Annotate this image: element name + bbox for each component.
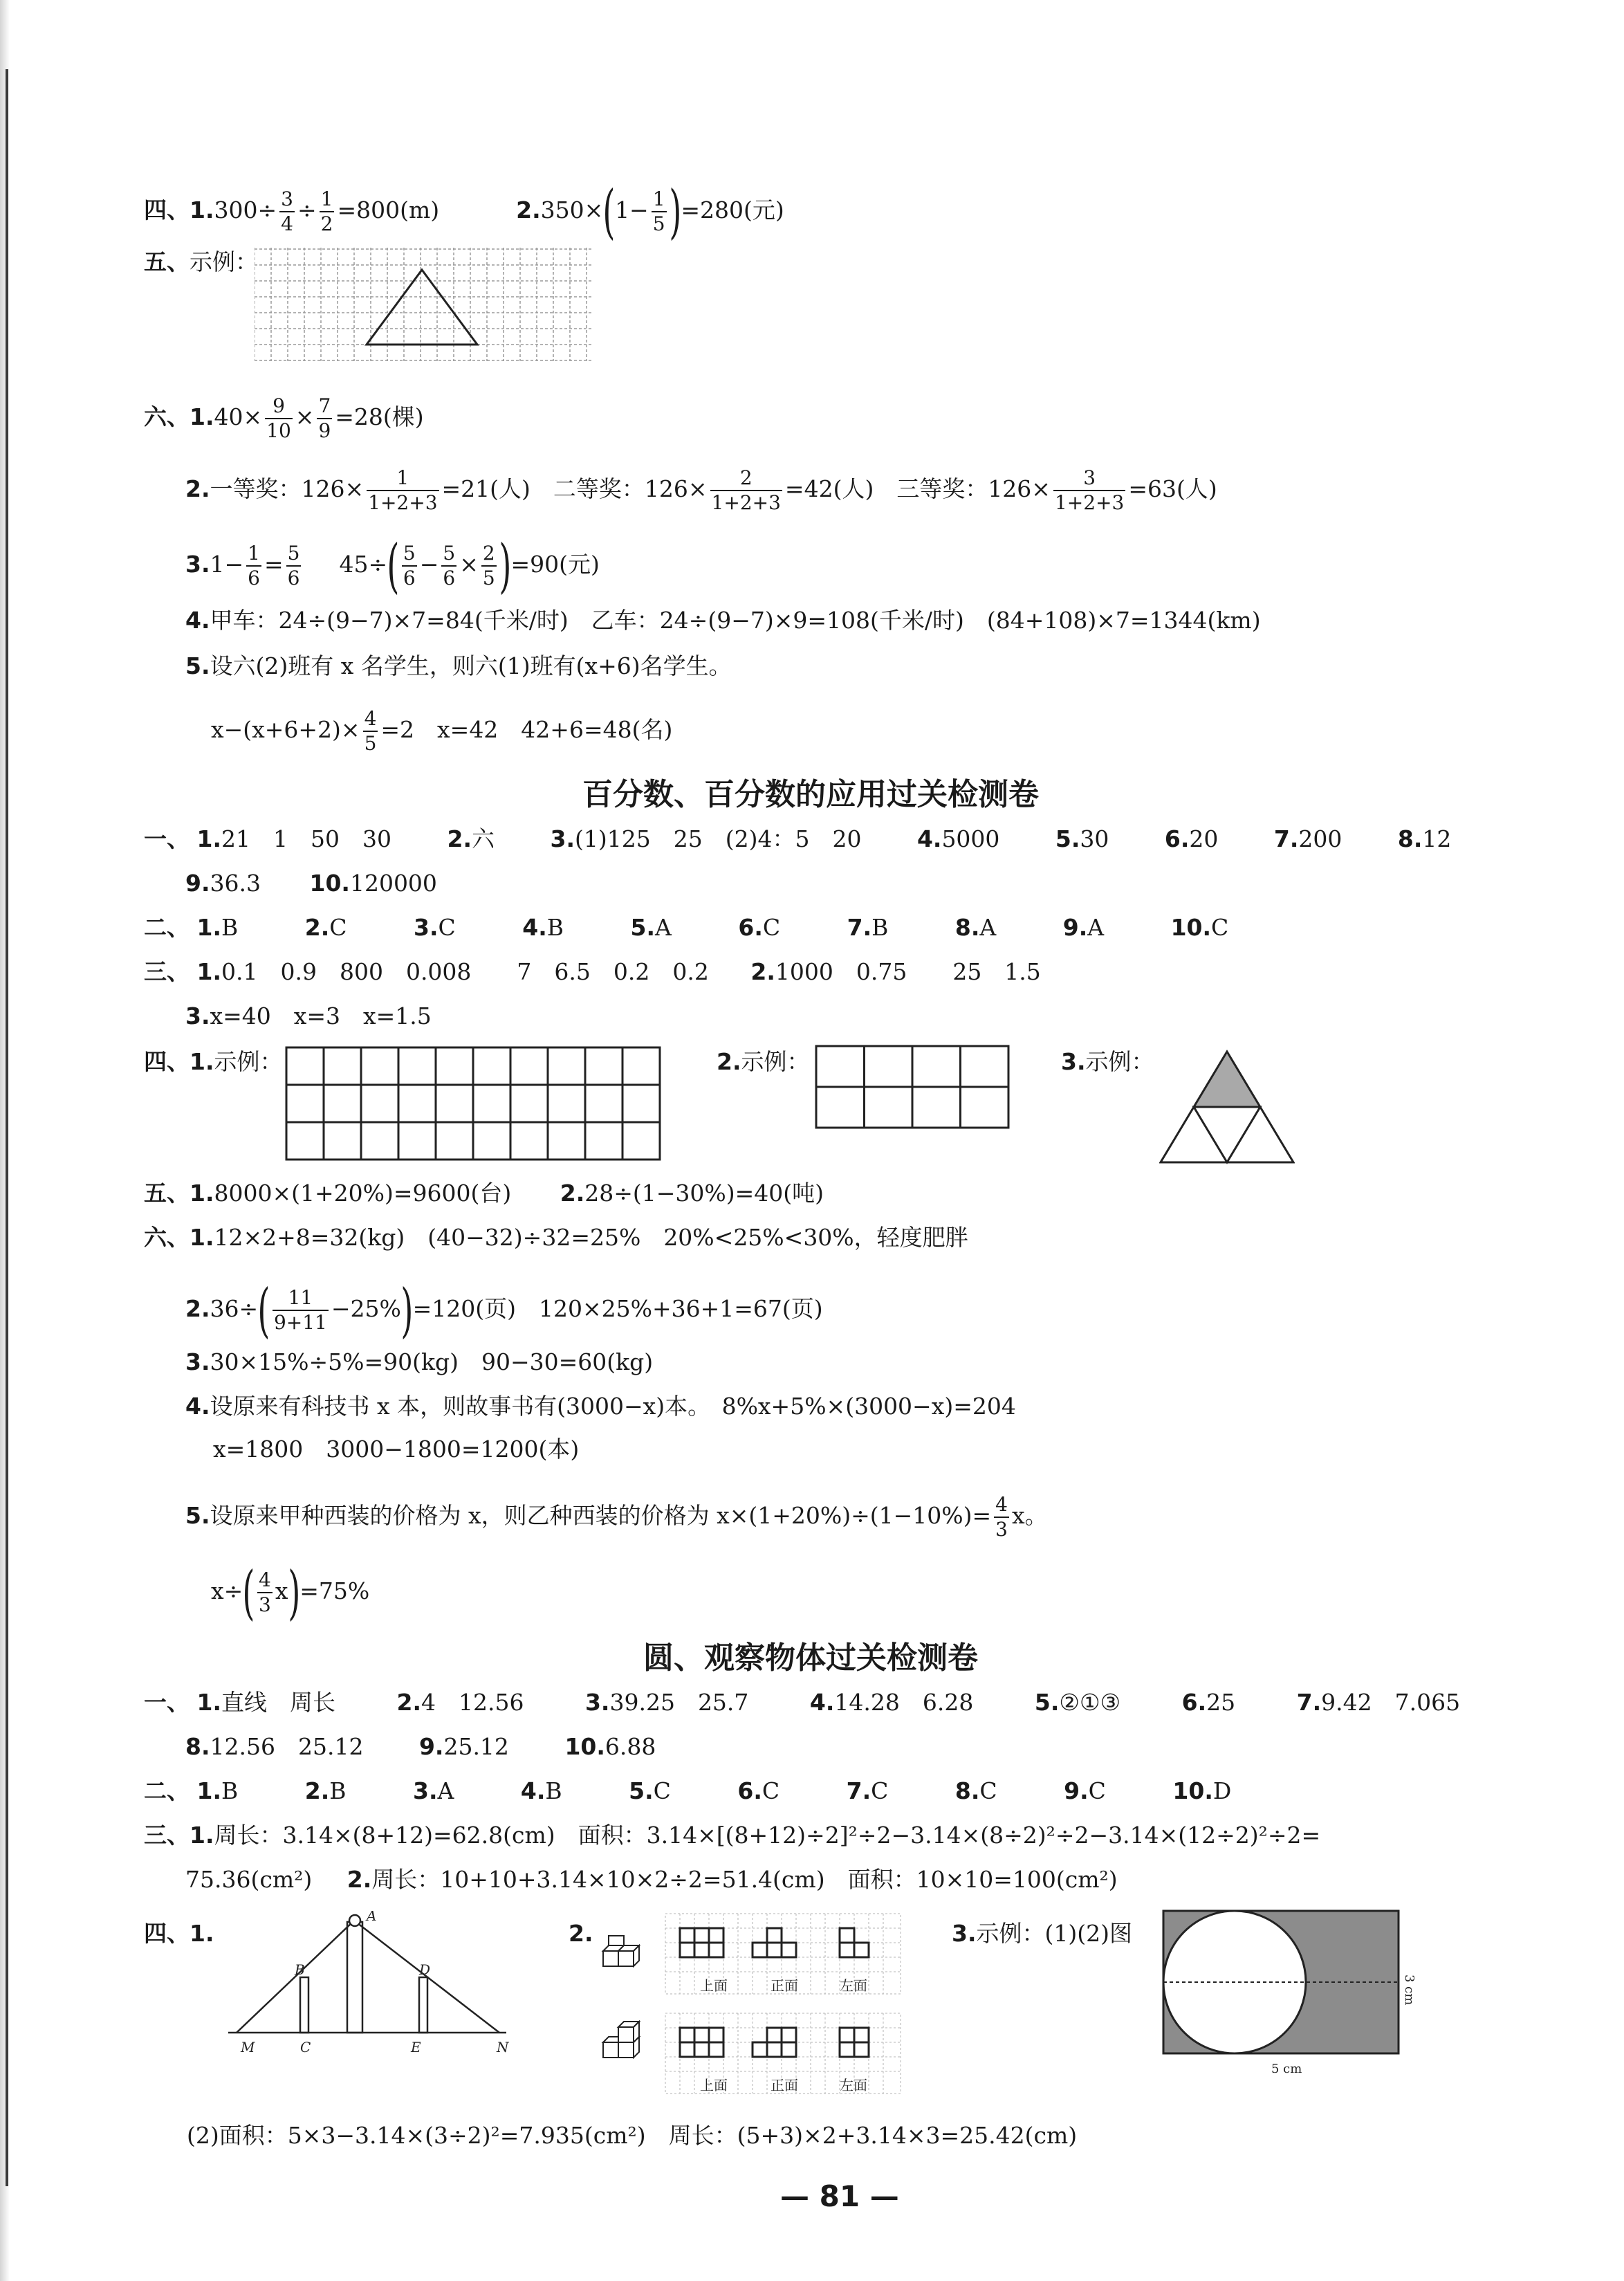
answer-line-sec1-10: 3.30×15%÷5%=90(kg) 90−30=60(kg) (185, 1348, 654, 1375)
answer-line-s6-q1: 六、1.40× $\frac{9}{10}$ × $\frac{7}{9}$ =28(棵) (144, 394, 424, 442)
answer-line-s6-q3: 3.1− $\frac{1}{6}$ = $\frac{5}{6}$ 45÷( $\frac{5}{6}$ − $\frac{5}{6}$ × $\frac{2}{5}$ )=90(元) (185, 532, 600, 600)
answer-line-s4: 四、1.300÷ $\frac{3}{4}$ ÷ $\frac{1}{2}$ =800(m) 2.350×(1− $\frac{1}{5}$ )=280(元) (144, 178, 784, 246)
triangle-figure-shaded (1159, 1049, 1295, 1165)
section-title-circle: 圆、观察物体过关检测卷 (643, 1640, 978, 1676)
answer-line-sec1-8: 六、1.12×2+8=32(kg) (40−32)÷32=25% 20%<25%<30%，轻度肥胖 (144, 1224, 968, 1251)
answer-line-sec2-2: 8.12.56 25.12 9.25.12 10.6.88 (185, 1733, 656, 1760)
shadow-geometry-figure (223, 1911, 513, 2063)
answer-line-sec2-4: 三、1.周长：3.14×(8+12)=62.8(cm) 面积：3.14×[(8+12)÷2]²÷2−3.14×(8÷2)²÷2−3.14×(12÷2)²÷2= (144, 1822, 1321, 1849)
answer-line-sec2-6-q2: 2. (569, 1920, 593, 1947)
grid-triangle-figure (255, 248, 595, 363)
answer-line-s6-q2: 2.一等奖：126× $\frac{1}{1+2+3}$ =21(人) 二等奖：126× $\frac{2}{1+2+3}$ =42(人) 三等奖：126× $\frac{3}{1+2+3}$ =63(人) (185, 466, 1217, 514)
view-label-top-2: 上面 (700, 2077, 728, 2094)
answer-line-sec2-5: 75.36(cm²) 2.周长：10+10+3.14×10×2÷2=51.4(cm) 面积：10×10=100(cm²) (185, 1866, 1118, 1893)
point-label-D: D (419, 1961, 431, 1978)
point-label-B: B (295, 1961, 305, 1978)
rectangle-circle-figure (1162, 1908, 1425, 2082)
point-label-N: N (497, 2039, 509, 2055)
answer-line-sec1-1: 一、 1.21 1 50 30 2.六 3.(1)125 25 (2)4：5 20 4.5000 5.30 6.20 7.200 8.12 (144, 825, 1452, 852)
answer-line-sec1-12: x=1800 3000−1800=1200(本) (213, 1436, 580, 1463)
answer-line-sec1-14: x÷( $\frac{4}{3}$ x)=75% (211, 1559, 370, 1627)
point-label-A: A (367, 1911, 377, 1924)
answer-line-s5: 五、示例： (144, 248, 258, 275)
view-label-left: 左面 (840, 1977, 867, 1994)
answer-line-sec1-9: 2.36÷( $\frac{11}{9+11}$ −25%)=120(页) 120×25%+36+1=67(页) (185, 1276, 823, 1344)
answer-line-s6-q5-equation: x−(x+6+2)× $\frac{4}{5}$ =2 x=42 42+6=48(名) (211, 707, 673, 755)
section-title-percent: 百分数、百分数的应用过关检测卷 (582, 777, 1039, 812)
point-label-M: M (241, 2039, 255, 2055)
answer-line-sec1-3: 二、 1.B 2.C 3.C 4.B 5.A 6.C 7.B 8.A 9.A 10.C (144, 914, 1229, 941)
answer-line-sec1-6-q2: 2.示例： (717, 1048, 810, 1075)
answer-line-sec2-1: 一、 1.直线 周长 2.4 12.56 3.39.25 25.7 4.14.28 6.28 5.②①③ 6.25 7.9.42 7.065 (144, 1689, 1461, 1716)
answer-line-sec1-6-q3: 3.示例： (1061, 1048, 1154, 1075)
answer-line-s6-q5: 5.设六(2)班有 x 名学生，则六(1)班有(x+6)名学生。 (185, 652, 732, 679)
answer-line-sec1-4: 三、 1.0.1 0.9 800 0.008 7 6.5 0.2 0.2 2.1000 0.75 25 1.5 (144, 958, 1041, 985)
dimension-height-label: 3 cm (1402, 1975, 1417, 2006)
answer-line-sec1-11: 4.设原来有科技书 x 本，则故事书有(3000−x)本。 8%x+5%×(3000−x)=204 (185, 1393, 1016, 1420)
dimension-width-label: 5 cm (1271, 2062, 1302, 2076)
view-label-front-2: 正面 (771, 2077, 798, 2094)
view-label-top: 上面 (700, 1977, 728, 1994)
answer-line-sec2-3: 二、 1.B 2.B 3.A 4.B 5.C 6.C 7.C 8.C 9.C 10.D (144, 1777, 1232, 1804)
cube-views-figure (596, 1909, 905, 2105)
answer-line-sec1-2: 9.36.3 10.120000 (185, 870, 437, 897)
answer-line-sec2-7: (2)面积：5×3−3.14×(3÷2)²=7.935(cm²) 周长：(5+3)×2+3.14×3=25.42(cm) (187, 2122, 1078, 2149)
view-label-front: 正面 (771, 1977, 798, 1994)
answer-line-sec2-6-q3: 3.示例：(1)(2)图 (952, 1920, 1132, 1947)
point-label-E: E (411, 2039, 421, 2055)
page-number: — 81 — (780, 2179, 899, 2213)
answer-line-sec1-7: 五、1.8000×(1+20%)=9600(台) 2.28÷(1−30%)=40(吨) (144, 1180, 824, 1207)
point-label-C: C (300, 2039, 311, 2055)
answer-line-sec1-5: 3.x=40 x=3 x=1.5 (185, 1002, 432, 1029)
answer-line-sec1-13: 5.设原来甲种西装的价格为 x，则乙种西装的价格为 x×(1+20%)÷(1−10%)= $\frac{4}{3}$ x。 (185, 1493, 1048, 1541)
answer-line-s6-q4: 4.甲车：24÷(9−7)×7=84(千米/时) 乙车：24÷(9−7)×9=108(千米/时) (84+108)×7=1344(km) (185, 607, 1261, 634)
answer-line-sec2-6-q1: 四、1. (144, 1920, 214, 1947)
view-label-left-2: 左面 (840, 2077, 867, 2094)
grid-figure-4x2 (815, 1045, 1011, 1130)
grid-figure-10x3 (285, 1046, 663, 1162)
answer-line-sec1-6-q1: 四、1.示例： (144, 1048, 283, 1075)
binding-spine (6, 69, 8, 2186)
